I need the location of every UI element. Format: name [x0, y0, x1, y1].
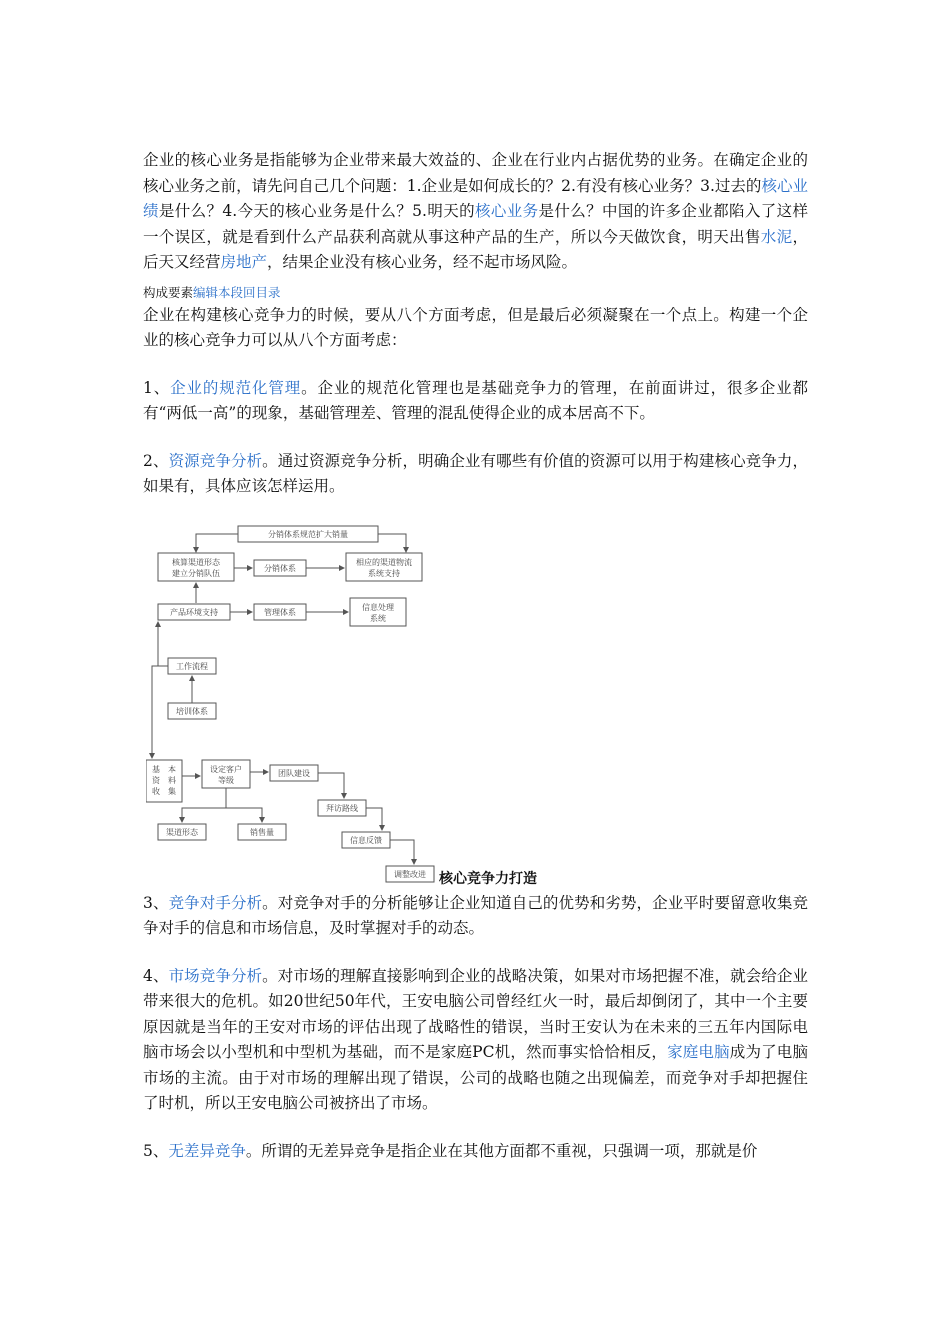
list-item-1: 1、企业的规范化管理。企业的规范化管理也是基础竞争力的管理，在前面讲过，很多企业都有“两低一高”的现象，基础管理差、管理的混乱使得企业的成本居高不下。 [143, 378, 808, 422]
link-resource-analysis[interactable]: 资源竞争分析 [168, 451, 263, 470]
document-page [143, 148, 808, 1164]
list-item-2: 2、资源竞争分析。通过资源竞争分析，明确企业有哪些有价值的资源可以用于构建核心竞争力，如果有，具体应该怎样运用。 [143, 451, 808, 495]
box-customer-label-2: 等级 [218, 775, 234, 785]
box-feedback-label: 信息反馈 [350, 835, 382, 845]
box-basic-label-1: 基 本 [152, 764, 176, 774]
flow-diagram [143, 518, 563, 887]
box-info-label-1: 信息处理 [362, 602, 394, 612]
link-core-business[interactable]: 核心业务 [474, 202, 539, 220]
box-product-label: 产品环境支持 [170, 607, 218, 617]
box-management-label: 管理体系 [264, 607, 296, 617]
box-channel-form-label: 渠道形态 [166, 827, 198, 837]
box-channel-label-1: 核算渠道形态 [172, 557, 220, 567]
paragraph-intro: 企业在构建核心竞争力的时候，要从八个方面考虑，但是最后必须凝聚在一个点上。构建一个企业的核心竞争力可以从八个方面考虑： [143, 305, 808, 349]
link-core-performance[interactable]: 核心业绩 [143, 176, 808, 220]
section-heading [143, 283, 808, 303]
edit-section-link[interactable]: 编辑本段 [193, 284, 244, 300]
box-workflow-label: 工作流程 [176, 661, 208, 671]
box-adjust-label: 调整改进 [394, 869, 426, 879]
link-standardized-management[interactable]: 企业的规范化管理 [170, 378, 302, 397]
box-logistics-label-2: 系统支持 [368, 568, 400, 578]
link-real-estate[interactable]: 房地产 [220, 253, 268, 271]
box-basic-label-3: 收 集 [152, 786, 176, 796]
box-route-label: 拜访路线 [326, 803, 358, 813]
back-to-toc-link[interactable]: 回目录 [243, 284, 281, 300]
link-home-computer[interactable]: 家庭电脑 [667, 1043, 730, 1061]
box-distribution-label: 分销体系 [264, 563, 296, 573]
box-logistics-label-1: 相应的渠道物流 [356, 557, 412, 567]
paragraph-core-business: 企业的核心业务是指能够为企业带来最大效益的、企业在行业内占据优势的业务。在确定企业的核心业务之前，请先问自己几个问题：1.企业是如何成长的？2.有没有核心业务？3.过去的核心业绩是什么？4.今天的核心业务是什么？5.明天的核心业务是什么？中国的许多企业都陷入了这样一个误区，就是看到什么产品获利高就从事这种产品的生产，所以今天做饮食，明天出售水泥，后天又经营房地产，结果企业没有核心业务，经不起市场风险。 [143, 151, 808, 271]
link-cement[interactable]: 水泥 [760, 227, 793, 246]
flow-diagram-svg [146, 518, 566, 883]
list-item-3: 3、竞争对手分析。对竞争对手的分析能够让企业知道自己的优势和劣势，企业平时要留意收集竞争对手的信息和市场信息，及时掌握对手的动态。 [143, 893, 808, 937]
box-team-label: 团队建设 [278, 768, 310, 778]
link-competitor-analysis[interactable]: 竞争对手分析 [168, 893, 263, 912]
list-item-5: 5、无差异竞争。所谓的无差异竞争是指企业在其他方面都不重视，只强调一项，那就是价 [143, 1141, 758, 1160]
list-item-4: 4、市场竞争分析。对市场的理解直接影响到企业的战略决策，如果对市场把握不准，就会给企业带来很大的危机。如20世纪50年代，王安电脑公司曾经红火一时，最后却倒闭了，其中一个主要原因就是当年的王安对市场的评估出现了战略性的错误，当时王安认为在未来的三五年内国际电脑市场会以小型机和中型机为基础，而不是家庭PC机，然而事实恰恰相反，家庭电脑成为了电脑市场的主流。由于对市场的理解出现了错误，公司的战略也随之出现偏差，而竞争对手却把握住了时机，所以王安电脑公司被挤出了市场。 [143, 966, 808, 1112]
box-channel-label-2: 建立分销队伍 [172, 568, 220, 578]
box-customer-label-1: 设定客户 [210, 764, 242, 774]
box-info-label-2: 系统 [370, 613, 386, 623]
section-title: 构成要素 [143, 284, 194, 300]
box-top-label: 分销体系规范扩大销量 [268, 529, 348, 539]
box-sales-label: 销售量 [250, 827, 274, 837]
diagram-caption: 核心竞争力打造 [439, 870, 537, 887]
box-basic-label-2: 资 料 [152, 775, 176, 785]
box-training-label: 培训体系 [176, 706, 208, 716]
link-market-analysis[interactable]: 市场竞争分析 [168, 966, 263, 985]
link-undifferentiated-competition[interactable]: 无差异竞争 [168, 1141, 246, 1160]
